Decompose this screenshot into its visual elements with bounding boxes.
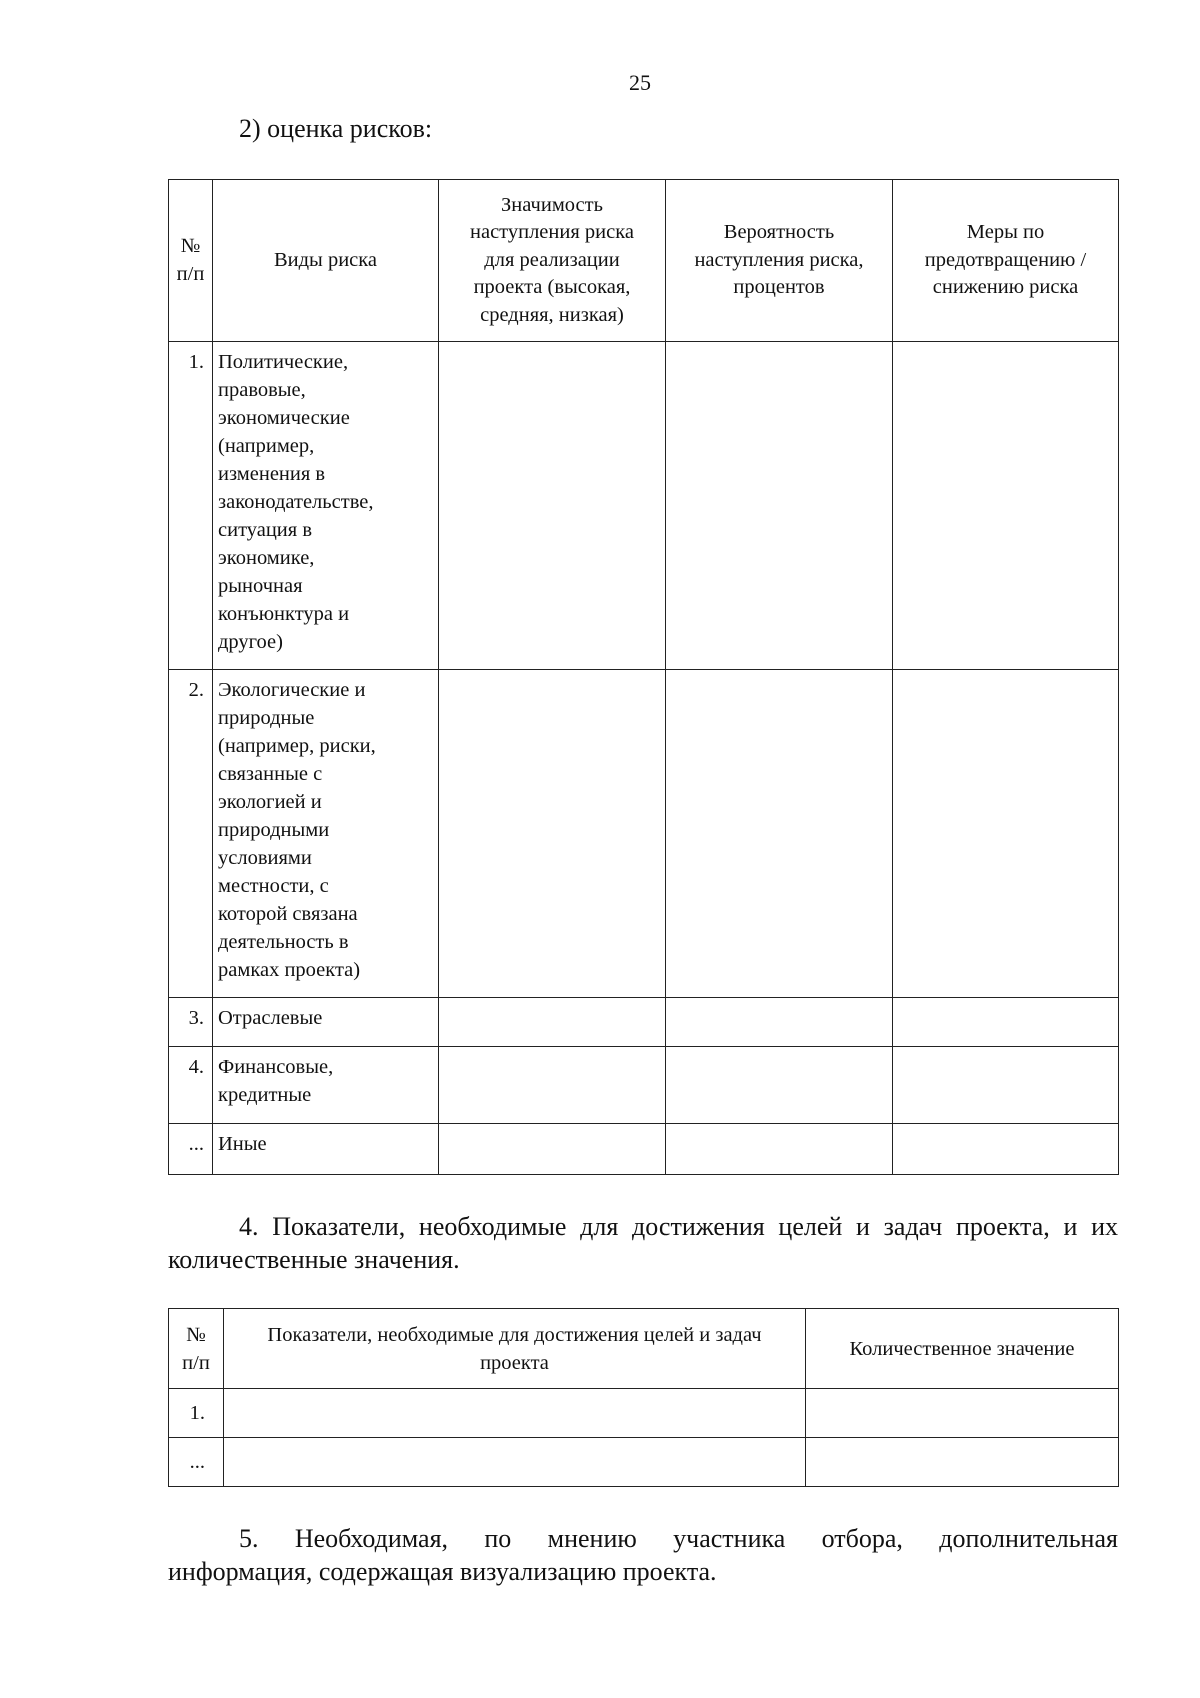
section-5-word: 5. <box>239 1524 259 1553</box>
section-5-word: мнению <box>547 1524 637 1553</box>
header-num: № п/п <box>169 180 213 342</box>
risk-table <box>168 179 1119 1175</box>
indicator-row <box>169 1389 1119 1438</box>
risk-row <box>169 998 1119 1047</box>
section-5-word: участника <box>673 1524 786 1553</box>
risk-row-measures <box>893 1047 1119 1124</box>
risk-row-significance <box>439 998 666 1047</box>
risk-row <box>169 1047 1119 1124</box>
risk-row-num: 2. <box>169 670 213 998</box>
indicator-row-value <box>806 1438 1119 1487</box>
risk-row-type: Политические, правовые, экономические (например, изменения в законодательстве, ситуация в экономике, рыночная конъюнктура и другое) <box>213 342 439 670</box>
risk-row-probability <box>666 1124 893 1175</box>
risk-assessment-heading: 2) оценка рисков: <box>239 114 433 143</box>
risk-row-significance <box>439 670 666 998</box>
risk-row-type: Финансовые, кредитные <box>213 1047 439 1124</box>
risk-row-probability <box>666 1047 893 1124</box>
risk-row <box>169 1124 1119 1175</box>
risk-row-measures <box>893 998 1119 1047</box>
indicators-header-num: № п/п <box>169 1309 224 1389</box>
risk-row-type: Иные <box>213 1124 439 1175</box>
section-5-word: отбора, <box>821 1524 903 1553</box>
risk-row-num: 1. <box>169 342 213 670</box>
page-number: 25 <box>629 70 651 95</box>
indicator-row-name <box>224 1438 806 1487</box>
section-5-line-1 <box>168 1522 1118 1555</box>
risk-row-measures <box>893 1124 1119 1175</box>
risk-row-probability <box>666 670 893 998</box>
section-5-word: по <box>484 1524 512 1553</box>
header-significance: Значимость наступления риска для реализации проекта (высокая, средняя, низкая) <box>439 180 666 342</box>
indicator-row-value <box>806 1389 1119 1438</box>
section-5-word: дополнительная <box>939 1524 1118 1553</box>
header-measures: Меры по предотвращению / снижению риска <box>893 180 1119 342</box>
section-5-text <box>168 1522 1118 1588</box>
indicators-table-header <box>169 1309 1119 1389</box>
risk-row-num: 3. <box>169 998 213 1047</box>
indicators-table <box>168 1308 1119 1487</box>
section-5-line-2: информация, содержащая визуализацию проекта. <box>168 1557 717 1586</box>
indicator-row-num: ... <box>169 1438 224 1487</box>
indicators-header-name: Показатели, необходимые для достижения целей и задач проекта <box>224 1309 806 1389</box>
risk-row-measures <box>893 670 1119 998</box>
risk-row-num: 4. <box>169 1047 213 1124</box>
risk-row-probability <box>666 998 893 1047</box>
section-5-word: Необходимая, <box>294 1524 449 1553</box>
risk-row-type: Отраслевые <box>213 998 439 1047</box>
indicator-row-num: 1. <box>169 1389 224 1438</box>
risk-row-type: Экологические и природные (например, риски, связанные с экологией и природными условиями местности, с которой связана деятельность в рамках проекта) <box>213 670 439 998</box>
section-4-text: 4. Показатели, необходимые для достижения целей и задач проекта, и их количественные значения. <box>168 1212 1118 1274</box>
risk-row-measures <box>893 342 1119 670</box>
risk-row-significance <box>439 342 666 670</box>
risk-row <box>169 670 1119 998</box>
indicators-header-value: Количественное значение <box>806 1309 1119 1389</box>
risk-row-probability <box>666 342 893 670</box>
indicator-row <box>169 1438 1119 1487</box>
header-risk-type: Виды риска <box>213 180 439 342</box>
risk-row <box>169 342 1119 670</box>
header-probability: Вероятность наступления риска, процентов <box>666 180 893 342</box>
risk-row-significance <box>439 1124 666 1175</box>
indicator-row-name <box>224 1389 806 1438</box>
risk-table-header <box>169 180 1119 342</box>
risk-row-significance <box>439 1047 666 1124</box>
risk-row-num: ... <box>169 1124 213 1175</box>
